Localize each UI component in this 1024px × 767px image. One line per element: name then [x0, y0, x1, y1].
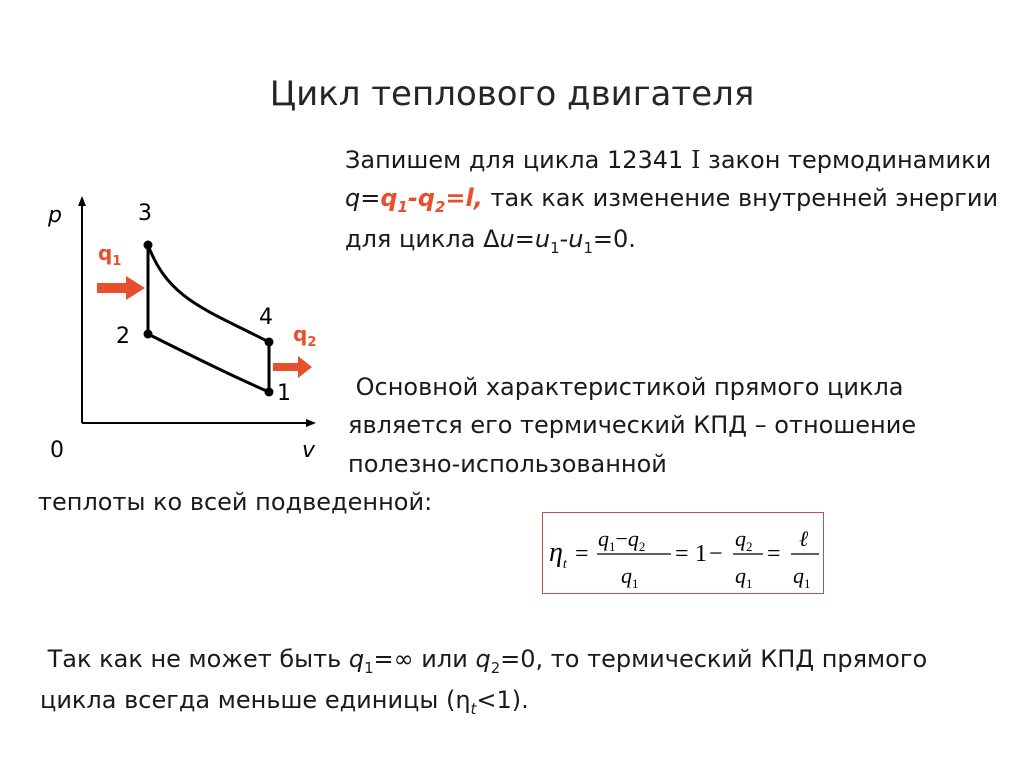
text-run: =l,	[445, 184, 483, 213]
numerator-1: $q_1-q_2$	[598, 526, 646, 554]
equals-sign: =	[767, 541, 781, 567]
slide-title: Цикл теплового двигателя	[269, 74, 755, 114]
v-axis-arrow	[306, 419, 316, 427]
text-run: =0, то термический КПД прямого цикла всегда меньше единицы (η	[40, 645, 928, 714]
one: 1	[695, 541, 707, 567]
numerator-3: ℓ	[799, 526, 809, 551]
q2-label: $q_2$	[293, 322, 317, 350]
q1-label: $q_1$	[98, 241, 122, 269]
point-3-label: 3	[138, 201, 152, 226]
text-run: так как изменение внутренней энергии для цикла Δ	[345, 184, 999, 253]
axis-p-label: p	[48, 203, 62, 228]
q1-arrow	[97, 276, 145, 300]
var-q: q	[345, 184, 361, 213]
roman-numeral: I	[690, 146, 701, 174]
var-q1: q	[380, 184, 398, 213]
first-law-paragraph	[345, 141, 1005, 261]
point-4-label: 4	[259, 305, 273, 330]
denominator-1: $q_1$	[621, 563, 639, 591]
cycle-path	[148, 245, 269, 392]
text-run: =	[514, 224, 535, 253]
var-q1: q	[348, 645, 365, 673]
text-run: теплоты ко всей подведенной:	[38, 488, 433, 517]
red-expression	[380, 184, 483, 217]
var-q2: q	[417, 184, 436, 213]
subscript: 2	[490, 658, 501, 677]
subscript: 1	[550, 238, 560, 257]
subscript: 2	[435, 198, 446, 217]
p-axis-arrow	[78, 196, 86, 206]
denominator-2: $q_1$	[735, 563, 753, 591]
var-u1: u	[568, 224, 584, 253]
text-run: =0.	[592, 224, 636, 253]
minus-sign: −	[709, 541, 723, 567]
var-u1: u	[534, 224, 551, 253]
text-run: Так как не может быть	[40, 645, 349, 673]
conclusion-paragraph	[40, 640, 1000, 721]
denominator-3: $q_1$	[793, 563, 811, 591]
text-run: <1).	[476, 685, 529, 714]
point-1	[265, 388, 274, 397]
var-q2: q	[475, 645, 491, 673]
pv-diagram	[40, 190, 330, 470]
point-2	[144, 330, 153, 339]
text-run: =∞ или	[373, 645, 476, 673]
formula-svg	[543, 513, 823, 593]
subscript: 1	[397, 198, 408, 217]
q2-arrow	[273, 356, 312, 378]
origin-label: 0	[50, 438, 64, 463]
text-run: Запишем для цикла 12341	[345, 146, 691, 174]
var-u: u	[499, 224, 515, 253]
text-run: -	[407, 184, 418, 213]
text-run: Основной характеристикой прямого цикла является его термический КПД – отношение полезно-использованной	[348, 373, 924, 478]
subscript: t	[470, 699, 477, 718]
text-run: =	[360, 184, 381, 213]
point-4	[265, 338, 274, 347]
equals-sign: =	[575, 541, 589, 567]
subscript: 1	[583, 238, 593, 257]
subscript: 1	[364, 658, 374, 677]
point-3	[144, 241, 153, 250]
point-2-label: 2	[116, 324, 130, 349]
point-1-label: 1	[277, 381, 291, 406]
eta-symbol: $\eta_t$	[549, 537, 567, 572]
efficiency-paragraph	[38, 368, 1008, 522]
text-run: закон термодинамики	[700, 146, 992, 174]
efficiency-formula	[542, 512, 824, 594]
equals-sign: =	[675, 541, 689, 567]
numerator-2: $q_2$	[735, 526, 753, 554]
axis-v-label: v	[302, 438, 316, 463]
text-run: -	[559, 224, 569, 253]
